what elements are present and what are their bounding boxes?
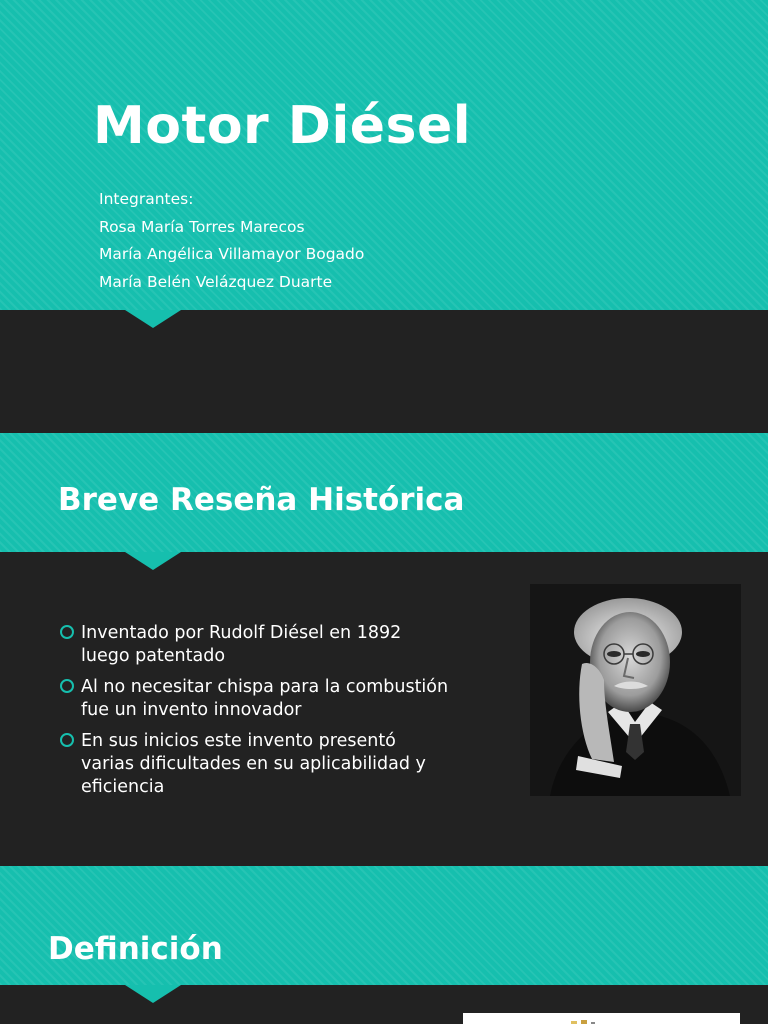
circle-bullet-icon [60, 679, 74, 693]
circle-bullet-icon [60, 733, 74, 747]
definition-title: Definición [48, 931, 223, 967]
slide1-notch [125, 310, 181, 328]
rudolf-diesel-portrait [530, 584, 741, 796]
circle-bullet-icon [60, 625, 74, 639]
member-name: Rosa María Torres Marecos [99, 217, 305, 236]
bullet-item: Inventado por Rudolf Diésel en 1892 luego patentado [60, 622, 500, 668]
definition-image [463, 1013, 740, 1024]
members-heading: Integrantes: [99, 190, 194, 208]
history-bullets [60, 622, 500, 807]
bullet-item: En sus inicios este invento presentó varias dificultades en su aplicabilidad y eficiencia [60, 730, 500, 799]
members-list [99, 186, 364, 296]
slide3-notch [125, 985, 181, 1003]
slide2-notch [125, 552, 181, 570]
presentation-title: Motor Diésel [93, 96, 472, 156]
bullet-item: Al no necesitar chispa para la combustión fue un invento innovador [60, 676, 500, 722]
portrait-illustration [530, 584, 741, 796]
member-name: María Angélica Villamayor Bogado [99, 245, 365, 263]
engine-illustration [463, 1017, 740, 1024]
title-slide-footer [0, 310, 768, 433]
member-name: María Belén Velázquez Duarte [99, 272, 333, 291]
history-title: Breve Reseña Histórica [58, 482, 465, 518]
definition-slide-header [0, 866, 768, 985]
